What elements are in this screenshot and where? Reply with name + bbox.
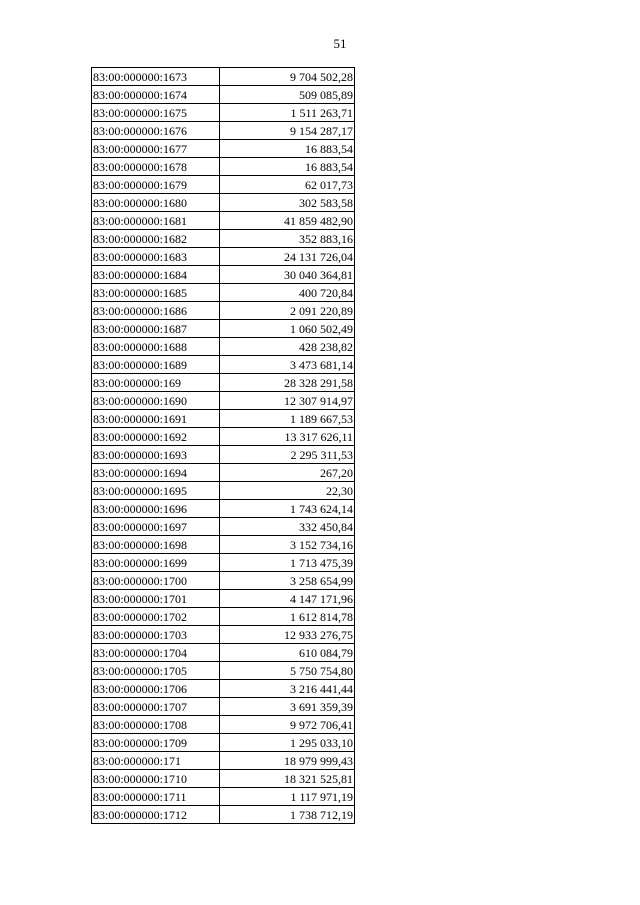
cadastral-number-cell: 83:00:000000:1707 (92, 698, 220, 716)
table-row (92, 428, 355, 446)
cadastral-number-cell: 83:00:000000:169 (92, 374, 220, 392)
cadastral-number-cell: 83:00:000000:1688 (92, 338, 220, 356)
table-row (92, 248, 355, 266)
table-row (92, 608, 355, 626)
cadastral-value-cell: 41 859 482,90 (220, 212, 355, 230)
cadastral-value-cell: 1 612 814,78 (220, 608, 355, 626)
table-row (92, 500, 355, 518)
table-row (92, 158, 355, 176)
cadastral-value-cell: 2 091 220,89 (220, 302, 355, 320)
cadastral-number-cell: 83:00:000000:1708 (92, 716, 220, 734)
cadastral-number-cell: 83:00:000000:1687 (92, 320, 220, 338)
cadastral-value-cell: 1 713 475,39 (220, 554, 355, 572)
cadastral-value-cell: 3 691 359,39 (220, 698, 355, 716)
cadastral-value-cell: 400 720,84 (220, 284, 355, 302)
table-row (92, 194, 355, 212)
cadastral-value-cell: 30 040 364,81 (220, 266, 355, 284)
cadastral-number-cell: 83:00:000000:1705 (92, 662, 220, 680)
cadastral-value-cell: 428 238,82 (220, 338, 355, 356)
cadastral-number-cell: 83:00:000000:1676 (92, 122, 220, 140)
table-row (92, 554, 355, 572)
cadastral-value-cell: 9 154 287,17 (220, 122, 355, 140)
table-row (92, 374, 355, 392)
cadastral-number-cell: 83:00:000000:1695 (92, 482, 220, 500)
cadastral-number-cell: 83:00:000000:1696 (92, 500, 220, 518)
cadastral-value-cell: 16 883,54 (220, 158, 355, 176)
table-row (92, 86, 355, 104)
cadastral-number-cell: 83:00:000000:1709 (92, 734, 220, 752)
cadastral-value-table (91, 67, 355, 824)
table-row (92, 284, 355, 302)
cadastral-value-cell: 1 060 502,49 (220, 320, 355, 338)
table-row (92, 140, 355, 158)
cadastral-number-cell: 83:00:000000:1674 (92, 86, 220, 104)
table-row (92, 212, 355, 230)
cadastral-number-cell: 83:00:000000:1700 (92, 572, 220, 590)
cadastral-number-cell: 83:00:000000:1686 (92, 302, 220, 320)
cadastral-number-cell: 83:00:000000:1697 (92, 518, 220, 536)
cadastral-number-cell: 83:00:000000:1712 (92, 806, 220, 824)
table-row (92, 626, 355, 644)
cadastral-number-cell: 83:00:000000:1680 (92, 194, 220, 212)
cadastral-value-cell: 22,30 (220, 482, 355, 500)
cadastral-number-cell: 83:00:000000:1677 (92, 140, 220, 158)
table-row (92, 536, 355, 554)
cadastral-number-cell: 83:00:000000:1689 (92, 356, 220, 374)
table-row (92, 662, 355, 680)
cadastral-value-cell: 3 152 734,16 (220, 536, 355, 554)
table-row (92, 518, 355, 536)
cadastral-value-cell: 9 704 502,28 (220, 68, 355, 86)
cadastral-number-cell: 83:00:000000:1710 (92, 770, 220, 788)
cadastral-value-cell: 332 450,84 (220, 518, 355, 536)
cadastral-value-cell: 3 216 441,44 (220, 680, 355, 698)
table-body (92, 68, 355, 824)
cadastral-value-cell: 267,20 (220, 464, 355, 482)
table-row (92, 752, 355, 770)
cadastral-value-cell: 3 258 654,99 (220, 572, 355, 590)
cadastral-value-cell: 18 321 525,81 (220, 770, 355, 788)
cadastral-number-cell: 83:00:000000:1699 (92, 554, 220, 572)
cadastral-value-cell: 4 147 171,96 (220, 590, 355, 608)
table-row (92, 320, 355, 338)
table-row (92, 230, 355, 248)
cadastral-number-cell: 83:00:000000:1690 (92, 392, 220, 410)
cadastral-number-cell: 83:00:000000:1698 (92, 536, 220, 554)
cadastral-number-cell: 83:00:000000:1681 (92, 212, 220, 230)
cadastral-value-cell: 509 085,89 (220, 86, 355, 104)
table-row (92, 302, 355, 320)
cadastral-value-cell: 24 131 726,04 (220, 248, 355, 266)
table-row (92, 266, 355, 284)
cadastral-value-cell: 12 933 276,75 (220, 626, 355, 644)
cadastral-number-cell: 83:00:000000:1692 (92, 428, 220, 446)
table-row (92, 806, 355, 824)
cadastral-number-cell: 83:00:000000:1702 (92, 608, 220, 626)
table-row (92, 410, 355, 428)
table-row (92, 572, 355, 590)
cadastral-number-cell: 83:00:000000:171 (92, 752, 220, 770)
cadastral-value-cell: 28 328 291,58 (220, 374, 355, 392)
cadastral-number-cell: 83:00:000000:1711 (92, 788, 220, 806)
table-row (92, 716, 355, 734)
cadastral-value-cell: 13 317 626,11 (220, 428, 355, 446)
cadastral-number-cell: 83:00:000000:1694 (92, 464, 220, 482)
cadastral-number-cell: 83:00:000000:1678 (92, 158, 220, 176)
cadastral-value-cell: 1 511 263,71 (220, 104, 355, 122)
table-row (92, 392, 355, 410)
cadastral-value-cell: 1 295 033,10 (220, 734, 355, 752)
cadastral-number-cell: 83:00:000000:1675 (92, 104, 220, 122)
cadastral-value-cell: 610 084,79 (220, 644, 355, 662)
table-row (92, 176, 355, 194)
cadastral-value-cell: 1 117 971,19 (220, 788, 355, 806)
table-row (92, 356, 355, 374)
cadastral-value-cell: 16 883,54 (220, 140, 355, 158)
cadastral-number-cell: 83:00:000000:1679 (92, 176, 220, 194)
cadastral-value-cell: 1 189 667,53 (220, 410, 355, 428)
cadastral-value-cell: 9 972 706,41 (220, 716, 355, 734)
table-row (92, 644, 355, 662)
cadastral-number-cell: 83:00:000000:1706 (92, 680, 220, 698)
cadastral-value-cell: 302 583,58 (220, 194, 355, 212)
table-row (92, 338, 355, 356)
cadastral-number-cell: 83:00:000000:1693 (92, 446, 220, 464)
table-row (92, 680, 355, 698)
cadastral-number-cell: 83:00:000000:1685 (92, 284, 220, 302)
cadastral-value-cell: 1 743 624,14 (220, 500, 355, 518)
table-row (92, 482, 355, 500)
table-row (92, 104, 355, 122)
cadastral-value-cell: 2 295 311,53 (220, 446, 355, 464)
cadastral-value-cell: 62 017,73 (220, 176, 355, 194)
cadastral-number-cell: 83:00:000000:1703 (92, 626, 220, 644)
cadastral-number-cell: 83:00:000000:1691 (92, 410, 220, 428)
cadastral-value-cell: 18 979 999,43 (220, 752, 355, 770)
table-row (92, 734, 355, 752)
cadastral-value-cell: 352 883,16 (220, 230, 355, 248)
cadastral-value-cell: 5 750 754,80 (220, 662, 355, 680)
cadastral-number-cell: 83:00:000000:1683 (92, 248, 220, 266)
cadastral-number-cell: 83:00:000000:1704 (92, 644, 220, 662)
cadastral-value-cell: 12 307 914,97 (220, 392, 355, 410)
cadastral-value-cell: 1 738 712,19 (220, 806, 355, 824)
cadastral-number-cell: 83:00:000000:1701 (92, 590, 220, 608)
cadastral-number-cell: 83:00:000000:1673 (92, 68, 220, 86)
table-row (92, 770, 355, 788)
table-row (92, 464, 355, 482)
table-row (92, 788, 355, 806)
table-row (92, 122, 355, 140)
cadastral-number-cell: 83:00:000000:1682 (92, 230, 220, 248)
table-row (92, 446, 355, 464)
table-row (92, 590, 355, 608)
table-row (92, 698, 355, 716)
table-row (92, 68, 355, 86)
page-number: 51 (333, 36, 347, 51)
cadastral-number-cell: 83:00:000000:1684 (92, 266, 220, 284)
cadastral-value-cell: 3 473 681,14 (220, 356, 355, 374)
